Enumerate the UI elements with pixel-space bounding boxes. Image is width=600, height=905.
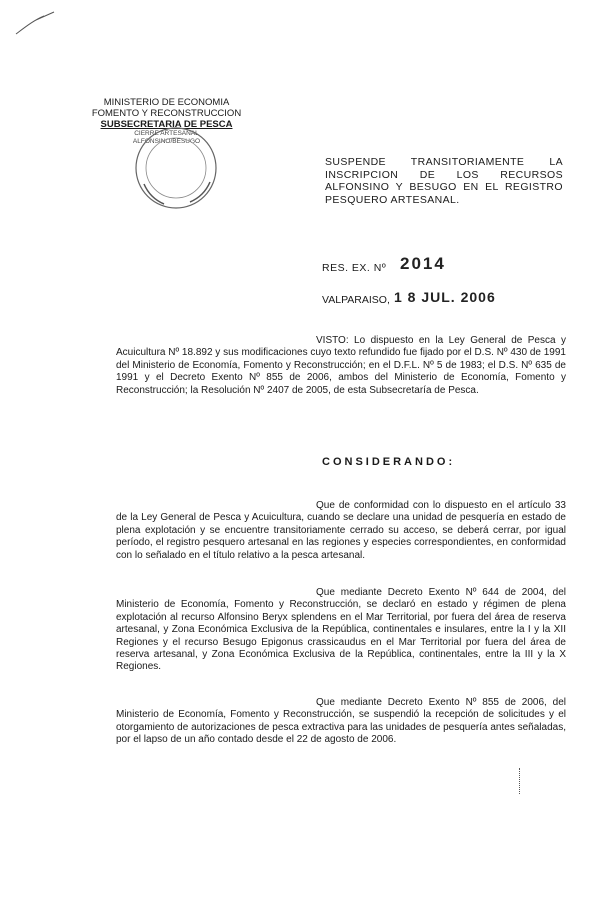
- resolution-number-label: RES. EX. Nº: [322, 262, 387, 274]
- file-note-line: CIERRE ARTESANAL: [134, 130, 199, 137]
- date-stamp: 1 8 JUL. 2006: [394, 289, 496, 305]
- margin-mark: [519, 768, 522, 794]
- subject-line: INSCRIPCION DE LOS RECURSOS: [325, 168, 563, 181]
- considerando-1-text: Que de conformidad con lo dispuesto en el artículo 33 de la Ley General de Pesca y Acuicultura, cuando se declare una unidad de pesquería en estado de plena explotación y se encuentre transitoriamente cerrado su acceso, se deberá cerrar, por igual período, el registro pesquero artesanal en las regiones y especies correspondientes, en conformidad con lo señalado en el título relativo a la pesca artesanal.: [116, 500, 566, 561]
- subject-line: PESQUERO ARTESANAL.: [325, 193, 460, 206]
- visto-text: VISTO: Lo dispuesto en la Ley General de Pesca y Acuicultura Nº 18.892 y sus modificaciones cuyo texto refundido fue fijado por el D.S. Nº 430 de 1991 del Ministerio de Economía, Fomento y Reconstrucción; en el D.F.L. Nº 5 de 1983; el D.S. Nº 635 de 1991 y el Decreto Exento Nº 855 de 2006, ambos del Ministerio de Economía, Fomento y Reconstrucción; la Resolución Nº 2407 de 2005, de esta Subsecretaría de Pesca.: [116, 335, 566, 396]
- file-note-line: ALFONSINO/BESUGO: [132, 137, 201, 145]
- subject-line: SUSPENDE TRANSITORIAMENTE LA: [325, 156, 563, 168]
- considerando-heading: CONSIDERANDO:: [322, 456, 456, 468]
- subject-line: ALFONSINO Y BESUGO EN EL REGISTRO: [325, 181, 563, 193]
- considerando-2-text: Que mediante Decreto Exento Nº 644 de 2004, del Ministerio de Economía, Fomento y Reconstrucción, se declaró en estado y régimen de plena explotación al recurso Alfonsino Beryx splendens en el Mar Territorial, por fuera del área de reserva artesanal, y Zona Económica Exclusiva de la República, continentales e insulares, entre la I y la XII Regiones y el recurso Besugo Epigonus crassicaudus en el Mar Territorial por fuera del área de reserva artesanal, y Zona Económica Exclusiva de la República, continentales, entre la III y la X Regiones.: [116, 587, 566, 673]
- pen-scribble: [14, 8, 64, 38]
- considerando-3: [116, 697, 566, 747]
- considerando-2: [116, 587, 566, 674]
- considerando-1: [116, 500, 566, 562]
- resolution-number: 2014: [400, 254, 446, 273]
- considerando-3-text: Que mediante Decreto Exento Nº 855 de 2006, del Ministerio de Economía, Fomento y Reconstrucción, se suspendió la recepción de solicitudes y el otorgamiento de autorizaciones de pesca extractiva para las unidades de pesquería antes señaladas, por el lapso de un año contado desde el 22 de agosto de 2006.: [116, 697, 566, 746]
- ministry-line: MINISTERIO DE ECONOMIA: [103, 97, 230, 108]
- place-label: VALPARAISO,: [322, 294, 390, 306]
- resolution-subject: [325, 156, 563, 206]
- visto-paragraph: [116, 335, 566, 397]
- subsecretaria-line: SUBSECRETARIA DE PESCA: [100, 119, 233, 130]
- official-seal-stamp: [130, 122, 222, 214]
- ministry-line: FOMENTO Y RECONSTRUCCION: [91, 108, 242, 119]
